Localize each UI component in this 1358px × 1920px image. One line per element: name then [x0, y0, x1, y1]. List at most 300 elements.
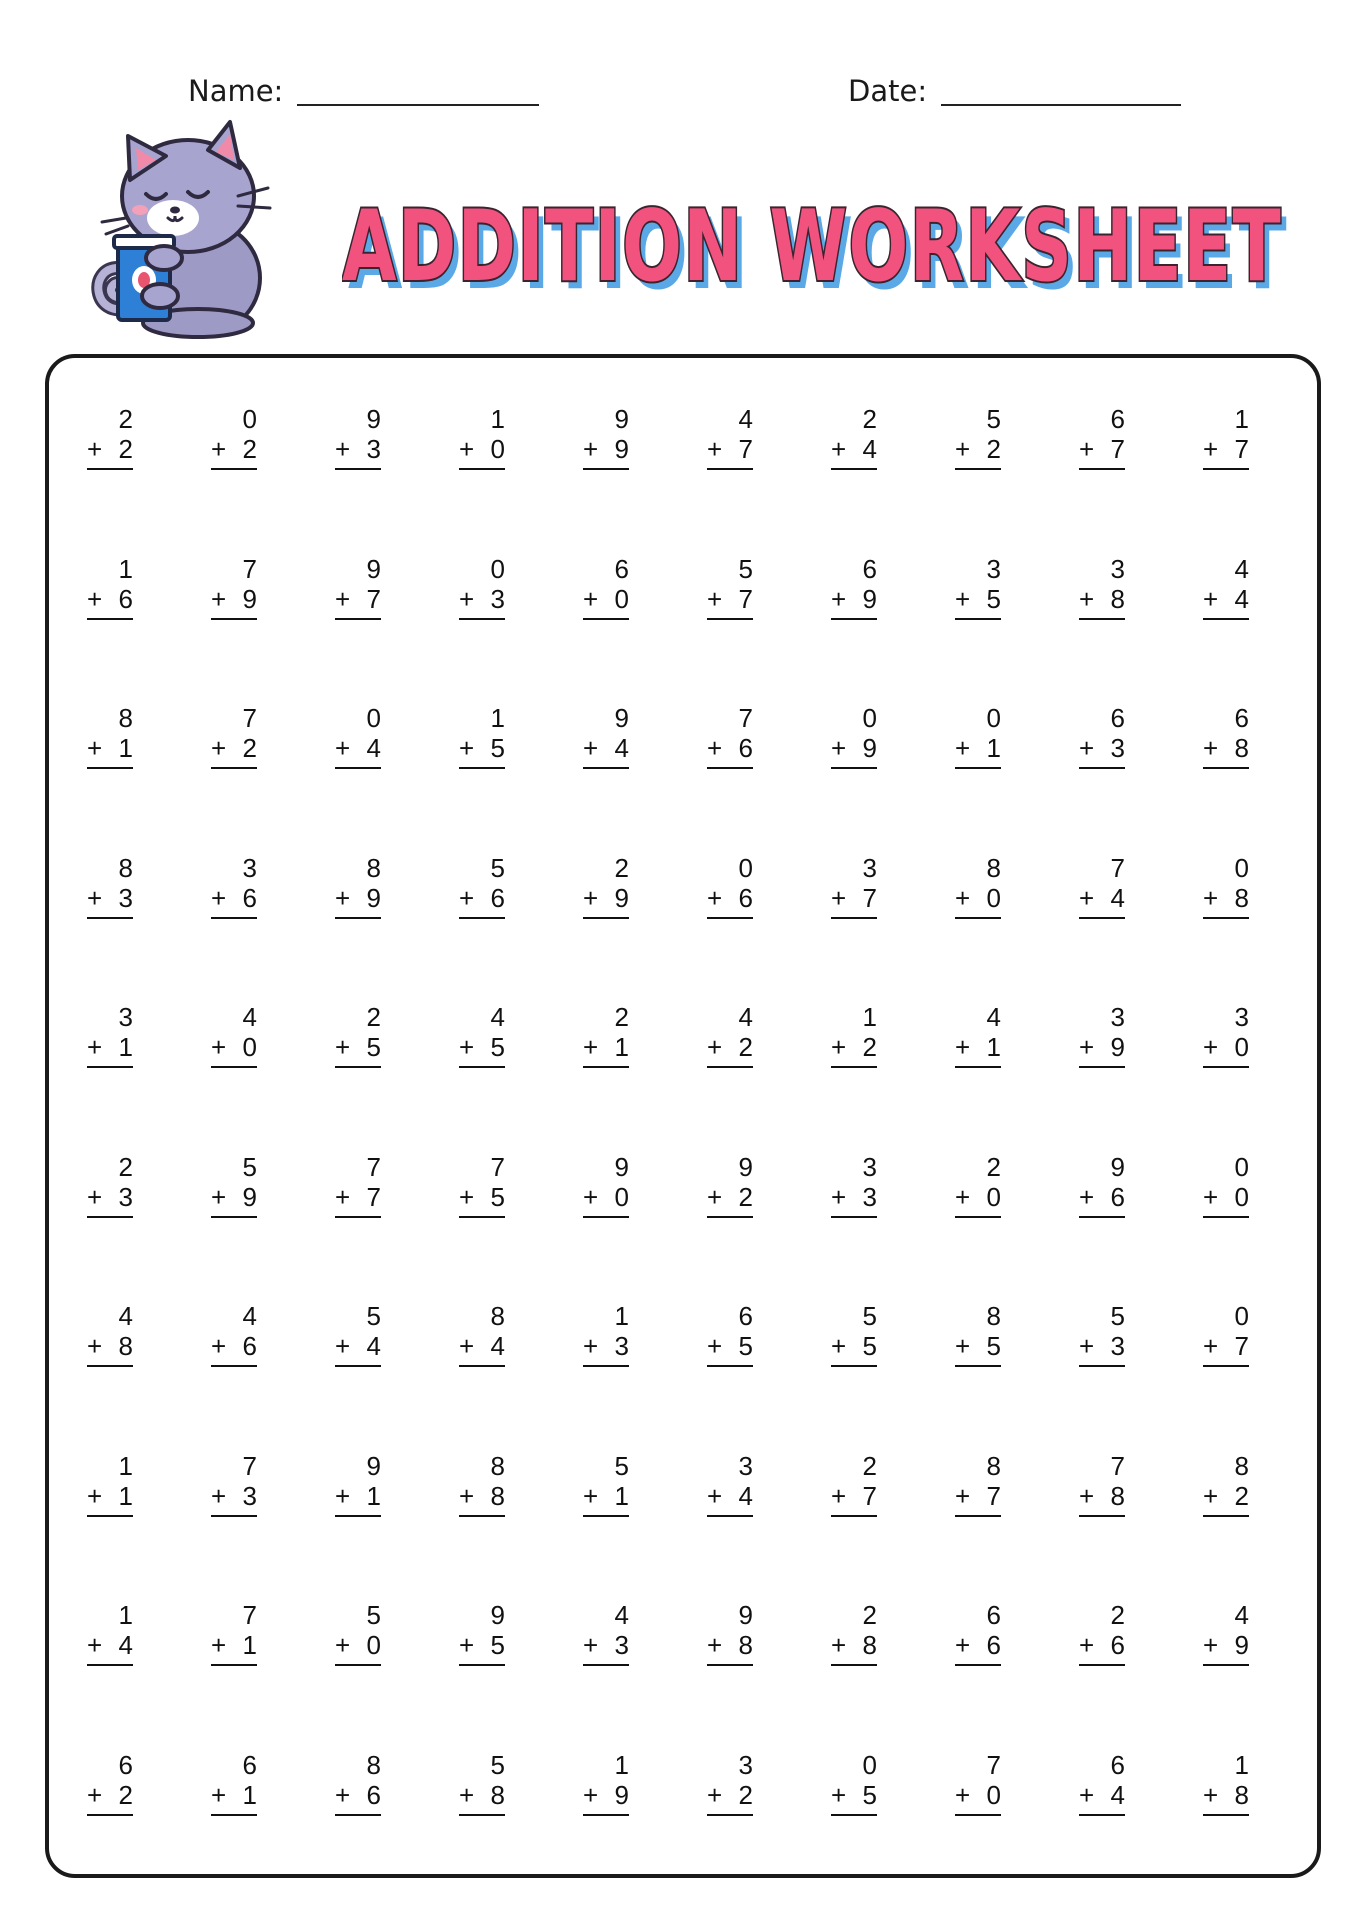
plus-sign: +	[459, 882, 475, 913]
addend-top: 6	[242, 1749, 257, 1780]
addend-top: 4	[490, 1002, 505, 1032]
name-field[interactable]	[188, 66, 539, 106]
addition-problem[interactable]	[707, 1301, 753, 1451]
addend-bottom-row	[459, 434, 505, 470]
addend-bottom: 3	[1110, 1331, 1125, 1361]
addend-top: 9	[614, 703, 629, 733]
addend-bottom: 5	[738, 1331, 753, 1361]
plus-sign: +	[211, 1032, 227, 1062]
addend-bottom-row	[583, 434, 629, 470]
addition-problem[interactable]	[583, 1600, 629, 1750]
addition-problem[interactable]	[211, 1451, 257, 1601]
addition-problem[interactable]	[707, 853, 753, 1003]
addend-top: 5	[614, 1450, 629, 1481]
plus-sign: +	[211, 882, 227, 913]
addition-problem[interactable]	[955, 1301, 1001, 1451]
plus-sign: +	[211, 733, 227, 763]
addition-problem[interactable]	[831, 1750, 877, 1900]
addend-top: 3	[862, 1151, 877, 1182]
addend-bottom: 3	[862, 1181, 877, 1212]
addend-bottom-row	[583, 1331, 629, 1367]
date-input-line[interactable]	[941, 76, 1181, 106]
addition-problem[interactable]	[211, 554, 257, 704]
addend-bottom-row	[211, 1032, 257, 1068]
plus-sign: +	[707, 1630, 723, 1660]
addition-problem[interactable]	[583, 1152, 629, 1302]
addend-bottom: 4	[366, 733, 381, 763]
addend-top: 7	[986, 1749, 1001, 1780]
plus-sign: +	[1203, 733, 1219, 763]
addend-bottom-row	[1203, 1481, 1249, 1517]
addend-bottom-row	[831, 733, 877, 769]
addition-problem[interactable]	[831, 1451, 877, 1601]
plus-sign: +	[87, 1331, 103, 1361]
addition-problem[interactable]	[1079, 853, 1125, 1003]
addend-bottom: 5	[490, 733, 505, 763]
addend-bottom-row	[955, 1032, 1001, 1068]
addition-problem[interactable]	[211, 1002, 257, 1152]
addition-problem[interactable]	[707, 1750, 753, 1900]
addend-top: 8	[490, 1450, 505, 1481]
sleeping-cat-with-cup-icon	[88, 118, 288, 344]
addition-problem[interactable]	[707, 1600, 753, 1750]
addition-problem[interactable]	[87, 1301, 133, 1451]
addend-top: 3	[862, 852, 877, 883]
plus-sign: +	[955, 1480, 971, 1511]
addend-bottom-row	[87, 1481, 133, 1517]
addend-top: 1	[614, 1749, 629, 1780]
problems-grid	[87, 404, 1327, 1899]
addend-bottom-row	[1079, 1331, 1125, 1367]
addition-problem[interactable]	[459, 1152, 505, 1302]
addend-bottom-row	[87, 883, 133, 919]
addition-problem[interactable]	[831, 703, 877, 853]
addend-top: 5	[986, 404, 1001, 434]
plus-sign: +	[831, 1331, 847, 1361]
plus-sign: +	[335, 1630, 351, 1660]
addend-bottom: 7	[1234, 434, 1249, 464]
addition-problem[interactable]	[955, 853, 1001, 1003]
plus-sign: +	[335, 1779, 351, 1810]
addition-problem[interactable]	[1203, 1152, 1249, 1302]
addend-bottom-row	[1203, 1032, 1249, 1068]
addend-bottom: 3	[1110, 733, 1125, 763]
addend-bottom-row	[1079, 1780, 1125, 1816]
addition-problem[interactable]	[87, 1002, 133, 1152]
addition-problem[interactable]	[211, 703, 257, 853]
addition-problem[interactable]	[707, 404, 753, 554]
plus-sign: +	[583, 882, 599, 913]
plus-sign: +	[1203, 434, 1219, 464]
addition-problem[interactable]	[335, 853, 381, 1003]
addend-bottom-row	[583, 1481, 629, 1517]
addend-bottom: 1	[242, 1779, 257, 1810]
addend-top: 0	[1234, 852, 1249, 883]
plus-sign: +	[583, 583, 599, 614]
plus-sign: +	[335, 1181, 351, 1212]
addend-top: 1	[490, 404, 505, 434]
addend-top: 4	[614, 1600, 629, 1630]
addend-top: 1	[614, 1301, 629, 1331]
plus-sign: +	[1079, 434, 1095, 464]
addend-bottom-row	[707, 1481, 753, 1517]
addend-bottom: 4	[1110, 1779, 1125, 1810]
addition-problem[interactable]	[459, 1451, 505, 1601]
addend-top: 3	[1234, 1002, 1249, 1032]
plus-sign: +	[1203, 1032, 1219, 1062]
addition-problem[interactable]	[1079, 1451, 1125, 1601]
addition-problem[interactable]	[583, 1002, 629, 1152]
plus-sign: +	[87, 1032, 103, 1062]
addition-problem[interactable]	[583, 554, 629, 704]
addition-problem[interactable]	[707, 554, 753, 704]
addition-problem[interactable]	[335, 1301, 381, 1451]
addend-bottom-row	[707, 733, 753, 769]
problems-panel	[45, 354, 1321, 1878]
addend-top: 2	[862, 404, 877, 434]
addition-problem[interactable]	[459, 1002, 505, 1152]
addend-bottom: 5	[366, 1032, 381, 1062]
addition-problem[interactable]	[955, 1600, 1001, 1750]
plus-sign: +	[335, 733, 351, 763]
addend-bottom: 2	[738, 1032, 753, 1062]
addend-bottom: 1	[614, 1480, 629, 1511]
addition-problem[interactable]	[831, 1301, 877, 1451]
addition-problem[interactable]	[211, 1301, 257, 1451]
addend-top: 7	[1110, 852, 1125, 883]
addend-bottom-row	[211, 1481, 257, 1517]
addend-bottom-row	[335, 1032, 381, 1068]
addend-bottom-row	[87, 1331, 133, 1367]
addition-problem[interactable]	[1079, 703, 1125, 853]
addition-problem[interactable]	[87, 1750, 133, 1900]
addend-bottom: 7	[366, 583, 381, 614]
addend-top: 7	[490, 1151, 505, 1182]
addition-problem[interactable]	[707, 703, 753, 853]
addend-bottom-row	[335, 1182, 381, 1218]
addend-bottom-row	[335, 1630, 381, 1666]
addend-bottom: 7	[738, 583, 753, 614]
plus-sign: +	[955, 1779, 971, 1810]
addend-bottom-row	[459, 883, 505, 919]
addition-problem[interactable]	[211, 404, 257, 554]
addend-top: 0	[1234, 1151, 1249, 1182]
addition-problem[interactable]	[87, 1600, 133, 1750]
addend-top: 6	[1110, 404, 1125, 434]
addend-top: 8	[986, 852, 1001, 883]
addition-problem[interactable]	[459, 853, 505, 1003]
addend-top: 0	[366, 703, 381, 733]
addition-problem[interactable]	[459, 1600, 505, 1750]
addend-bottom-row	[583, 584, 629, 620]
addend-top: 3	[1110, 553, 1125, 584]
addition-problem[interactable]	[335, 1451, 381, 1601]
addend-bottom: 2	[738, 1181, 753, 1212]
addend-top: 9	[738, 1600, 753, 1630]
addend-top: 4	[1234, 1600, 1249, 1630]
addition-problem[interactable]	[831, 1600, 877, 1750]
name-label: Name:	[188, 74, 284, 108]
addend-bottom: 5	[986, 1331, 1001, 1361]
addend-bottom-row	[831, 584, 877, 620]
addend-bottom: 0	[490, 434, 505, 464]
addend-top: 2	[862, 1450, 877, 1481]
addition-problem[interactable]	[211, 1600, 257, 1750]
addition-problem[interactable]	[1203, 554, 1249, 704]
addend-top: 9	[366, 553, 381, 584]
plus-sign: +	[335, 583, 351, 614]
addend-bottom: 4	[862, 434, 877, 464]
addition-problem[interactable]	[459, 1750, 505, 1900]
plus-sign: +	[459, 733, 475, 763]
plus-sign: +	[87, 882, 103, 913]
addition-problem[interactable]	[955, 404, 1001, 554]
addend-bottom-row	[459, 1331, 505, 1367]
addition-problem[interactable]	[459, 554, 505, 704]
addend-top: 4	[986, 1002, 1001, 1032]
plus-sign: +	[831, 583, 847, 614]
addend-bottom: 1	[986, 733, 1001, 763]
addend-bottom-row	[211, 434, 257, 470]
addition-problem[interactable]	[87, 853, 133, 1003]
addend-bottom-row	[1079, 733, 1125, 769]
addend-bottom: 2	[242, 434, 257, 464]
addend-bottom: 5	[862, 1779, 877, 1810]
addend-bottom-row	[1203, 584, 1249, 620]
addend-top: 3	[738, 1450, 753, 1481]
addend-bottom-row	[211, 733, 257, 769]
addition-problem[interactable]	[87, 1451, 133, 1601]
addition-problem[interactable]	[955, 1002, 1001, 1152]
addition-problem[interactable]	[1079, 554, 1125, 704]
addition-problem[interactable]	[1079, 1600, 1125, 1750]
addend-top: 4	[242, 1301, 257, 1331]
addition-problem[interactable]	[1203, 1600, 1249, 1750]
addend-bottom-row	[955, 1182, 1001, 1218]
addend-top: 6	[986, 1600, 1001, 1630]
addition-problem[interactable]	[211, 1750, 257, 1900]
addend-bottom-row	[583, 1182, 629, 1218]
plus-sign: +	[1079, 882, 1095, 913]
addition-problem[interactable]	[583, 1750, 629, 1900]
addend-bottom-row	[707, 584, 753, 620]
addend-bottom-row	[87, 1780, 133, 1816]
addend-bottom: 6	[242, 882, 257, 913]
addition-problem[interactable]	[335, 1152, 381, 1302]
addend-bottom-row	[1079, 1481, 1125, 1517]
addition-problem[interactable]	[831, 404, 877, 554]
addition-problem[interactable]	[707, 1152, 753, 1302]
addend-bottom-row	[831, 1630, 877, 1666]
addend-top: 4	[1234, 553, 1249, 584]
addition-problem[interactable]	[1079, 1301, 1125, 1451]
addition-problem[interactable]	[955, 1152, 1001, 1302]
addend-top: 6	[738, 1301, 753, 1331]
addend-bottom-row	[459, 733, 505, 769]
addend-bottom-row	[831, 434, 877, 470]
addend-top: 5	[490, 852, 505, 883]
addend-bottom-row	[459, 1780, 505, 1816]
addition-problem[interactable]	[335, 404, 381, 554]
plus-sign: +	[211, 1630, 227, 1660]
addend-bottom-row	[707, 1630, 753, 1666]
addend-bottom: 8	[1110, 1480, 1125, 1511]
addition-problem[interactable]	[459, 1301, 505, 1451]
addition-problem[interactable]	[831, 1002, 877, 1152]
addend-top: 2	[366, 1002, 381, 1032]
addition-problem[interactable]	[1203, 404, 1249, 554]
addend-bottom: 8	[490, 1480, 505, 1511]
addition-problem[interactable]	[955, 554, 1001, 704]
plus-sign: +	[335, 1331, 351, 1361]
addend-bottom: 8	[862, 1630, 877, 1660]
addition-problem[interactable]	[583, 853, 629, 1003]
addition-problem[interactable]	[459, 703, 505, 853]
addend-bottom: 5	[490, 1630, 505, 1660]
addend-top: 7	[242, 703, 257, 733]
addend-bottom-row	[211, 1182, 257, 1218]
addition-problem[interactable]	[459, 404, 505, 554]
addend-bottom-row	[335, 1481, 381, 1517]
plus-sign: +	[955, 1331, 971, 1361]
name-input-line[interactable]	[297, 76, 539, 106]
addend-top: 8	[366, 1749, 381, 1780]
addend-top: 0	[862, 703, 877, 733]
addition-problem[interactable]	[1079, 1002, 1125, 1152]
addition-problem[interactable]	[87, 703, 133, 853]
addend-bottom-row	[459, 1481, 505, 1517]
addition-problem[interactable]	[87, 554, 133, 704]
addition-problem[interactable]	[211, 853, 257, 1003]
date-field[interactable]	[848, 66, 1181, 106]
addition-problem[interactable]	[1203, 1750, 1249, 1900]
addition-problem[interactable]	[707, 1002, 753, 1152]
plus-sign: +	[583, 1779, 599, 1810]
addend-bottom-row	[583, 733, 629, 769]
addend-top: 6	[862, 553, 877, 584]
addend-bottom-row	[707, 1032, 753, 1068]
addition-problem[interactable]	[1203, 1301, 1249, 1451]
addend-bottom-row	[1203, 1182, 1249, 1218]
plus-sign: +	[211, 1331, 227, 1361]
addend-bottom-row	[707, 1331, 753, 1367]
plus-sign: +	[707, 1779, 723, 1810]
addend-top: 1	[118, 1450, 133, 1481]
addend-bottom: 7	[862, 1480, 877, 1511]
addition-problem[interactable]	[335, 703, 381, 853]
addition-problem[interactable]	[707, 1451, 753, 1601]
addend-bottom: 7	[738, 434, 753, 464]
addend-bottom-row	[955, 584, 1001, 620]
plus-sign: +	[1203, 1779, 1219, 1810]
addend-top: 4	[118, 1301, 133, 1331]
plus-sign: +	[1079, 1630, 1095, 1660]
addition-problem[interactable]	[335, 1600, 381, 1750]
addition-problem[interactable]	[1079, 1750, 1125, 1900]
addend-top: 8	[986, 1301, 1001, 1331]
plus-sign: +	[1203, 1181, 1219, 1212]
addend-bottom-row	[831, 1481, 877, 1517]
plus-sign: +	[1079, 1032, 1095, 1062]
plus-sign: +	[1203, 882, 1219, 913]
addend-bottom: 0	[242, 1032, 257, 1062]
addend-bottom-row	[1203, 1331, 1249, 1367]
addition-problem[interactable]	[1203, 853, 1249, 1003]
addend-top: 7	[1110, 1450, 1125, 1481]
addend-top: 7	[366, 1151, 381, 1182]
plus-sign: +	[707, 882, 723, 913]
plus-sign: +	[707, 583, 723, 614]
addition-problem[interactable]	[335, 554, 381, 704]
addend-top: 9	[738, 1151, 753, 1182]
addend-bottom-row	[335, 434, 381, 470]
addend-bottom: 8	[1110, 583, 1125, 614]
addition-problem[interactable]	[831, 853, 877, 1003]
plus-sign: +	[1079, 583, 1095, 614]
addition-problem[interactable]	[335, 1002, 381, 1152]
addition-problem[interactable]	[831, 554, 877, 704]
plus-sign: +	[707, 1181, 723, 1212]
plus-sign: +	[707, 733, 723, 763]
addition-problem[interactable]	[583, 404, 629, 554]
addend-bottom-row	[1079, 434, 1125, 470]
plus-sign: +	[459, 1779, 475, 1810]
addend-bottom: 4	[1234, 583, 1249, 614]
addend-bottom: 2	[1234, 1480, 1249, 1511]
addition-problem[interactable]	[831, 1152, 877, 1302]
addition-problem[interactable]	[583, 703, 629, 853]
plus-sign: +	[1203, 583, 1219, 614]
addend-bottom-row	[87, 1032, 133, 1068]
addition-problem[interactable]	[583, 1301, 629, 1451]
addend-top: 3	[986, 553, 1001, 584]
addend-top: 8	[366, 852, 381, 883]
plus-sign: +	[955, 882, 971, 913]
plus-sign: +	[583, 1331, 599, 1361]
plus-sign: +	[459, 1480, 475, 1511]
addition-problem[interactable]	[583, 1451, 629, 1601]
plus-sign: +	[583, 1181, 599, 1212]
addend-bottom: 0	[1234, 1032, 1249, 1062]
addition-problem[interactable]	[955, 703, 1001, 853]
addition-problem[interactable]	[955, 1750, 1001, 1900]
addend-top: 0	[490, 553, 505, 584]
addition-problem[interactable]	[1203, 1451, 1249, 1601]
addition-problem[interactable]	[87, 404, 133, 554]
addition-problem[interactable]	[211, 1152, 257, 1302]
addition-problem[interactable]	[1203, 703, 1249, 853]
addend-top: 5	[490, 1749, 505, 1780]
addend-bottom: 5	[986, 583, 1001, 614]
addend-top: 2	[862, 1600, 877, 1630]
plus-sign: +	[1203, 1630, 1219, 1660]
addend-bottom: 6	[1110, 1630, 1125, 1660]
addend-bottom: 4	[614, 733, 629, 763]
addition-problem[interactable]	[87, 1152, 133, 1302]
addition-problem[interactable]	[955, 1451, 1001, 1601]
addition-problem[interactable]	[1203, 1002, 1249, 1152]
plus-sign: +	[87, 583, 103, 614]
addend-top: 1	[118, 553, 133, 584]
addend-top: 8	[118, 852, 133, 883]
addend-bottom: 1	[242, 1630, 257, 1660]
addition-problem[interactable]	[1079, 1152, 1125, 1302]
title-text: ADDITION WORKSHEET	[342, 190, 1282, 304]
addition-problem[interactable]	[1079, 404, 1125, 554]
addend-bottom-row	[831, 1182, 877, 1218]
addition-problem[interactable]	[335, 1750, 381, 1900]
addend-bottom: 4	[738, 1480, 753, 1511]
